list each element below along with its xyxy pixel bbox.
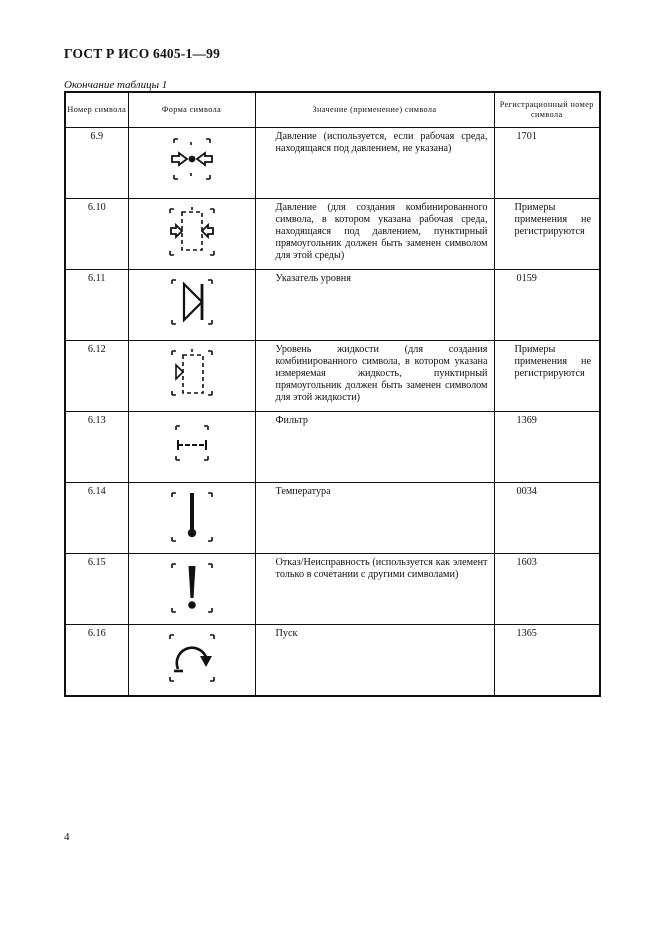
table-row <box>65 270 600 341</box>
symbol-number: 6.9 <box>65 128 128 199</box>
symbol-meaning: Отказ/Неисправность (используется как элемент только в сочетании с другими символами) <box>255 554 494 625</box>
table-caption: Окончание таблицы 1 <box>64 79 168 91</box>
table-row <box>65 128 600 199</box>
symbols-table <box>64 91 601 697</box>
column-header-registration: Регистрационный номер символа <box>494 92 600 128</box>
symbol-meaning: Температура <box>255 483 494 554</box>
registration-number: 0159 <box>494 270 600 341</box>
start-icon <box>162 625 222 687</box>
symbol-number: 6.16 <box>65 625 128 696</box>
registration-number: 1365 <box>494 625 600 696</box>
registration-number: 1603 <box>494 554 600 625</box>
symbol-meaning: Уровень жидкости (для создания комбинированного символа, в котором указана измеряемая жидкость, пунктирный прямоугольник должен быть заменен символом для этой жидкости) <box>255 341 494 412</box>
table-row <box>65 199 600 270</box>
page-number: 4 <box>64 831 70 843</box>
table-row <box>65 483 600 554</box>
liquid-level-icon <box>162 341 222 403</box>
temperature-icon <box>162 483 222 547</box>
symbol-meaning: Давление (используется, если рабочая среда, находящаяся под давлением, не указана) <box>255 128 494 199</box>
symbol-number: 6.14 <box>65 483 128 554</box>
pressure-icon <box>162 128 222 188</box>
symbol-number: 6.13 <box>65 412 128 483</box>
filter-icon <box>162 412 222 472</box>
symbol-meaning: Пуск <box>255 625 494 696</box>
symbol-number: 6.12 <box>65 341 128 412</box>
column-header-meaning: Значение (применение) символа <box>255 92 494 128</box>
registration-number: 0034 <box>494 483 600 554</box>
document-header: ГОСТ Р ИСО 6405-1—99 <box>64 46 221 61</box>
table-header-row <box>65 92 600 128</box>
symbol-number: 6.15 <box>65 554 128 625</box>
symbol-number: 6.11 <box>65 270 128 341</box>
pressure-combination-icon <box>162 199 222 261</box>
registration-note: Примеры применения не регистрируются <box>494 341 600 412</box>
symbol-meaning: Давление (для создания комбинированного символа, в котором указана рабочая среда, находящаяся под давлением, пунктирный прямоугольник должен быть заменен символом для этой среды) <box>255 199 494 270</box>
level-indicator-icon <box>162 270 222 332</box>
registration-note: Примеры применения не регистрируются <box>494 199 600 270</box>
registration-number: 1369 <box>494 412 600 483</box>
symbol-meaning: Указатель уровня <box>255 270 494 341</box>
column-header-number: Номер символа <box>65 92 128 128</box>
table-row <box>65 412 600 483</box>
failure-icon <box>162 554 222 618</box>
registration-number: 1701 <box>494 128 600 199</box>
symbol-number: 6.10 <box>65 199 128 270</box>
table-row <box>65 554 600 625</box>
table-row <box>65 625 600 696</box>
table-row <box>65 341 600 412</box>
column-header-symbol: Форма символа <box>128 92 255 128</box>
symbol-meaning: Фильтр <box>255 412 494 483</box>
